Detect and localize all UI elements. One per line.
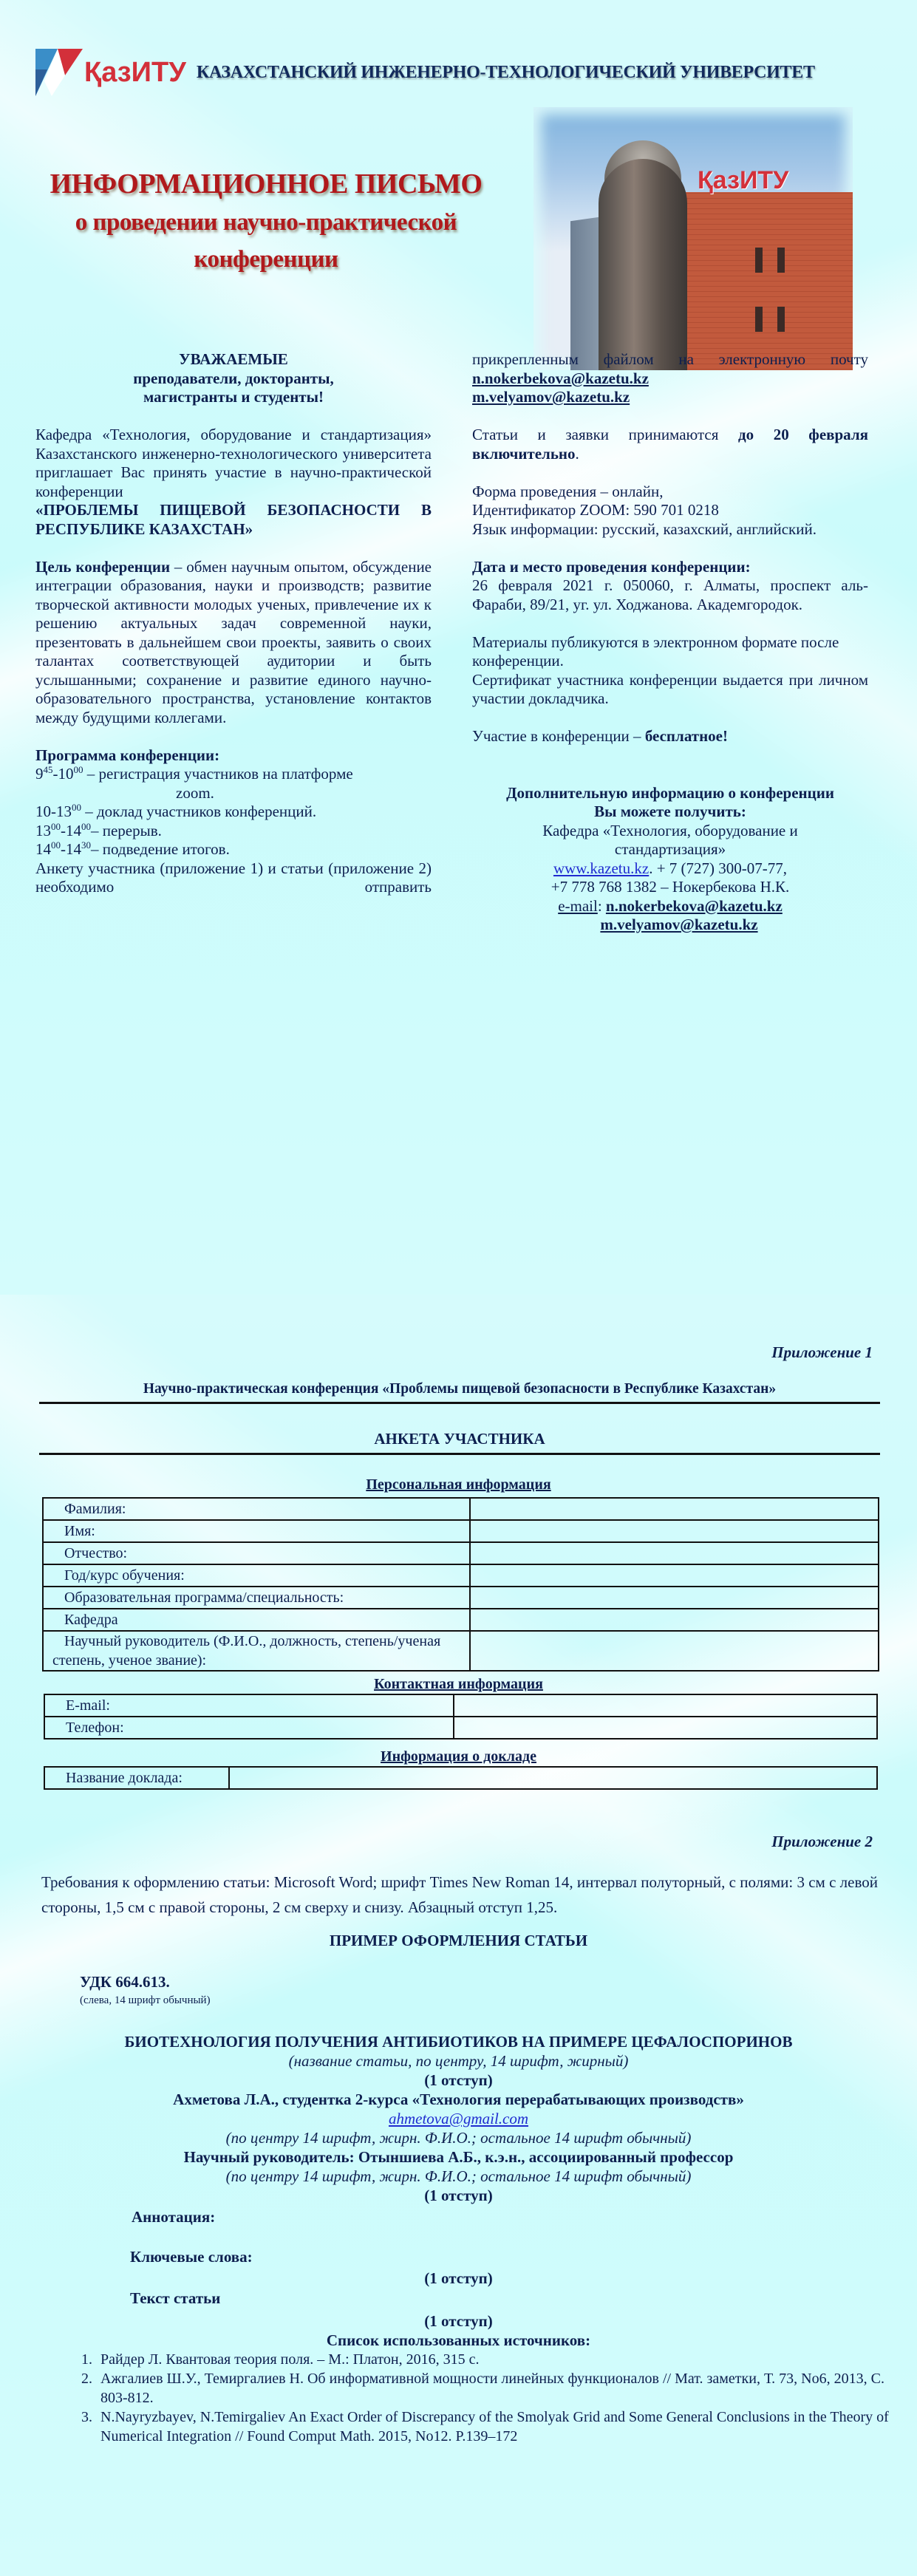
keywords-label: Ключевые слова: (130, 2248, 253, 2266)
contact-email-line: e-mail: n.nokerbekova@kazetu.kz (558, 896, 783, 915)
schedule-item: $9^{45}-10^{00}$ – регистрация участников на платформе (35, 764, 353, 783)
table-row: Научный руководитель (Ф.И.О., должность, степень/ученая степень, ученое звание): (43, 1631, 879, 1671)
building-sign: ҚазИТУ (698, 166, 789, 194)
table-row: Фамилия: (43, 1498, 879, 1520)
phone-field[interactable] (454, 1717, 877, 1739)
appendix-2-label: Приложение 2 (771, 1833, 873, 1850)
personal-info-table (42, 1497, 879, 1672)
program-schedule (35, 765, 432, 859)
materials-line: Материалы публикуются в электронном формате после конференции. (472, 633, 839, 669)
title-main: ИНФОРМАЦИОННОЕ ПИСЬМО (50, 168, 483, 200)
contact-title-1: Дополнительную информацию о конференции (506, 783, 834, 802)
appendix-1-label: Приложение 1 (771, 1343, 873, 1361)
language-line: Язык информации: русский, казахский, английский. (472, 519, 817, 538)
table-row: Имя: (43, 1520, 879, 1542)
author-email-line (0, 2109, 917, 2128)
format-line: Форма проведения – онлайн, (472, 482, 664, 500)
study-year-field[interactable] (470, 1564, 879, 1587)
email-link-velyamov[interactable]: m.velyamov@kazetu.kz (472, 388, 630, 406)
indent-note-4: (1 отступ) (424, 2312, 493, 2330)
fee-line: Участие в конференции – бесплатное! (472, 727, 729, 745)
udk-code: УДК 664.613. (80, 1973, 170, 1991)
formatting-requirements: Требования к оформлению статьи: Microsoft Word; шрифт Times New Roman 14, интервал полуторный, с полями: 3 см с левой стороны, 1,5 см с правой стороны, 2 см сверху и снизу. Абзацный отступ 1,25. (41, 1873, 878, 1916)
supervisor-field[interactable] (470, 1631, 879, 1671)
title-sub-2: конференции (194, 246, 338, 273)
indent-note-1: (1 отступ) (424, 2071, 493, 2089)
date-place-label: Дата и место проведения конференции: (472, 557, 751, 576)
author-note: (по центру 14 шрифт, жирн. Ф.И.О.; остальное 14 шрифт обычный) (225, 2129, 692, 2147)
reference-item: 2. Ажгалиев Ш.У., Темиргалиев Н. Об информативной мощности линейных функционалов // Мат. заметки, Т. 73, No6, 2013, С. 803-812. (96, 2369, 909, 2408)
letter-title (22, 164, 510, 278)
page-2-appendices (0, 1295, 917, 2576)
certificate-line: Сертификат участника конференции выдается при личном участии докладчика. (472, 670, 868, 707)
email-link-nokerbekova[interactable]: n.nokerbekova@kazetu.kz (472, 369, 649, 387)
table-row: Телефон: (44, 1717, 877, 1739)
schedule-item-cont: zoom. (176, 783, 214, 802)
contact-email-link-nokerbekova[interactable]: n.nokerbekova@kazetu.kz (605, 896, 783, 915)
supervisor-line: Научный руководитель: Отыншиева А.Б., к.э.н., ассоциированный профессор (183, 2148, 734, 2166)
first-name-field[interactable] (470, 1520, 879, 1542)
kazitu-logo-icon (35, 49, 83, 96)
article-title: БИОТЕХНОЛОГИЯ ПОЛУЧЕНИЯ АНТИБИОТИКОВ НА ПРИМЕРЕ ЦЕФАЛОСПОРИНОВ (124, 2033, 793, 2051)
logo-wordmark: ҚазИТУ (84, 56, 186, 88)
contact-website-phone: www.kazetu.kz. + 7 (727) 300-07-77, (553, 859, 788, 877)
contact-phone-2: +7 778 768 1382 – Нокербекова Н.К. (550, 878, 790, 896)
left-column (35, 350, 432, 897)
department-field[interactable] (470, 1609, 879, 1631)
date-place-text: 26 февраля 2021 г. 050060, г. Алматы, проспект аль-Фараби, 89/21, уг. ул. Ходжанова. Академгородок. (472, 576, 868, 613)
article-text-label: Текст статьи (130, 2289, 221, 2307)
surname-field[interactable] (470, 1498, 879, 1520)
references-title: Список использованных источников: (326, 2331, 591, 2349)
zoom-id-line: Идентификатор ZOOM: 590 701 0218 (472, 501, 719, 519)
author-email-link[interactable]: ahmetova@gmail.com (388, 2110, 529, 2127)
contact-title-2: Вы можете получить: (594, 803, 746, 820)
contact-email-link-velyamov[interactable]: m.velyamov@kazetu.kz (600, 916, 758, 933)
contact-block (472, 784, 868, 935)
author-line: Ахметова Л.А., студентка 2-курса «Технология перерабатывающих производств» (173, 2091, 744, 2108)
references-list (69, 2350, 909, 2446)
program-field[interactable] (470, 1587, 879, 1609)
contact-info-title: Контактная информация (374, 1676, 543, 1692)
greeting: УВАЖАЕМЫЕ преподаватели, докторанты, магистранты и студенты! (133, 350, 334, 406)
abstract-label: Аннотация: (132, 2208, 216, 2226)
goal-text: – обмен научным опытом, обсуждение интеграции образования, науки и производств; развитие творческой активности молодых ученых, привлечение их к решению актуальных задач современной науки, презентовать в дальнейшем свои проекты, заявить о своих талантах соответствующей аудитории и быть услышанными; сохранение и развитие единого научно-образовательного пространства, установление контактов между будущими коллегами. (35, 557, 432, 726)
udk-note: (слева, 14 шрифт обычный) (80, 1994, 211, 2006)
schedule-item: $13^{00}-14^{00}-$ перерыв. (35, 820, 162, 839)
contact-department-2: стандартизация» (614, 840, 726, 858)
report-info-table (44, 1766, 878, 1790)
title-sub-1: о проведении научно-практической (75, 209, 457, 236)
university-building-photo (534, 107, 853, 370)
invitation-text: Кафедра «Технология, оборудование и стандартизация» Казахстанского инженерно-технологического университета приглашает Вас принять участие в научно-практической конференции (35, 426, 432, 500)
conference-name: «ПРОБЛЕМЫ ПИЩЕВОЙ БЕЗОПАСНОСТИ В РЕСПУБЛИКЕ КАЗАХСТАН» (35, 501, 432, 538)
participant-form-title: АНКЕТА УЧАСТНИКА (39, 1430, 880, 1455)
report-info-title: Информация о докладе (381, 1748, 536, 1765)
schedule-item: $14^{00}-14^{30}-$ подведение итогов. (35, 839, 230, 858)
program-label: Программа конференции: (35, 746, 220, 764)
contact-department-1: Кафедра «Технология, оборудование и (542, 821, 798, 839)
table-row: E-mail: (44, 1694, 877, 1717)
submission-instructions-cont: прикрепленным файлом на электронную почту (472, 350, 868, 368)
report-title-field[interactable] (229, 1767, 877, 1789)
email-field[interactable] (454, 1694, 877, 1717)
reference-item: 1. Райдер Л. Квантовая теория поля. – М.: Платон, 2016, 315 с. (96, 2350, 909, 2369)
deadline-text: Статьи и заявки принимаются до 20 февраля включительно. (472, 426, 868, 463)
indent-note-3: (1 отступ) (424, 2269, 493, 2287)
article-title-note: (название статьи, по центру, 14 шрифт, жирный) (288, 2052, 629, 2070)
table-row: Образовательная программа/специальность: (43, 1587, 879, 1609)
website-link[interactable]: www.kazetu.kz (553, 859, 650, 877)
example-title: ПРИМЕР ОФОРМЛЕНИЯ СТАТЬИ (329, 1932, 588, 1949)
table-row: Кафедра (43, 1609, 879, 1631)
email-label-link[interactable]: e-mail (558, 896, 598, 915)
submission-instructions: Анкету участника (приложение 1) и статьи (приложение 2) необходимо отправить (35, 859, 432, 896)
contact-info-table (44, 1694, 878, 1740)
conference-goal (35, 558, 432, 728)
supervisor-note: (по центру 14 шрифт, жирн. Ф.И.О.; остальное 14 шрифт обычный) (225, 2167, 692, 2185)
university-name: КАЗАХСТАНСКИЙ ИНЖЕНЕРНО-ТЕХНОЛОГИЧЕСКИЙ УНИВЕРСИТЕТ (196, 62, 815, 82)
indent-note-2: (1 отступ) (424, 2187, 493, 2204)
personal-info-title: Персональная информация (366, 1476, 551, 1493)
table-row: Год/курс обучения: (43, 1564, 879, 1587)
table-row: Отчество: (43, 1542, 879, 1564)
patronymic-field[interactable] (470, 1542, 879, 1564)
appendix-1-conference-title: Научно-практическая конференция «Проблемы пищевой безопасности в Республике Казахстан» (39, 1381, 880, 1404)
university-header (35, 49, 815, 96)
table-row: Название доклада: (44, 1767, 877, 1789)
schedule-item: $10-13^{00}$ – доклад участников конференций. (35, 802, 317, 820)
reference-item: 3. N.Nayryzbayev, N.Temirgaliev An Exact Order of Discrepancy of the Smolyak Grid and Some General Conclusions in the Theory of Numerical Integration // Found Comput Math. 2015, No12. P.139–172 (96, 2408, 909, 2446)
right-column (472, 350, 868, 935)
goal-label: Цель конференции (35, 557, 171, 576)
